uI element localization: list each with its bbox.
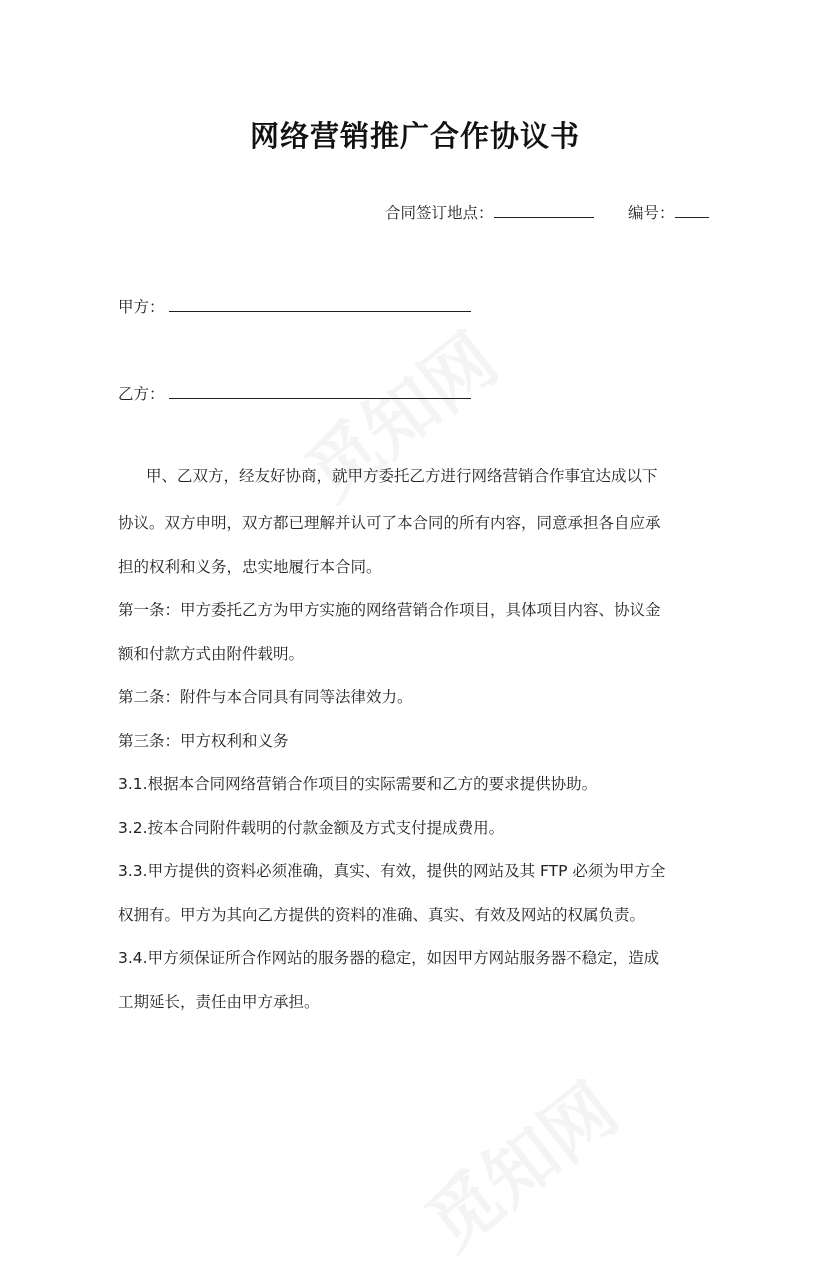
- contract-place-field: [385, 201, 594, 223]
- watermark-top: [281, 305, 515, 520]
- body-line: 第二条：附件与本合同具有同等法律效力。: [118, 688, 413, 706]
- watermark-bottom: [401, 1055, 635, 1269]
- party-b-blank: [169, 384, 471, 399]
- body-line: 甲、乙双方，经友好协商，就甲方委托乙方进行网络营销合作事宜达成以下: [146, 467, 658, 485]
- body-line: 3.4.甲方须保证所合作网站的服务器的稳定，如因甲方网站服务器不稳定，造成: [118, 949, 660, 967]
- body-line: 工期延长，责任由甲方承担。: [118, 993, 320, 1011]
- body-line: 3.3.甲方提供的资料必须准确，真实、有效，提供的网站及其 FTP 必须为甲方全: [118, 862, 666, 880]
- body-line: 第一条：甲方委托乙方为甲方实施的网络营销合作项目，具体项目内容、协议金: [118, 601, 661, 619]
- party-a-label: 甲方：: [118, 298, 165, 316]
- body-line: 3.1.根据本合同网络营销合作项目的实际需要和乙方的要求提供协助。: [118, 775, 598, 793]
- contract-place-label: 合同签订地点：: [385, 204, 494, 222]
- body-line: 协议。双方申明，双方都已理解并认可了本合同的所有内容，同意承担各自应承: [118, 514, 661, 532]
- party-b-label: 乙方：: [118, 385, 165, 403]
- party-b-field: [118, 382, 471, 404]
- contract-place-blank: [494, 203, 594, 218]
- document-title: 网络营销推广合作协议书: [249, 119, 580, 153]
- body-line: 额和付款方式由附件载明。: [118, 645, 305, 663]
- contract-number-label: 编号：: [628, 204, 675, 222]
- body-line: 3.2.按本合同附件载明的付款金额及方式支付提成费用。: [118, 819, 505, 837]
- contract-number-field: [628, 201, 709, 223]
- body-line: 担的权利和义务，忠实地履行本合同。: [118, 558, 382, 576]
- body-line: 权拥有。甲方为其向乙方提供的资料的准确、真实、有效及网站的权属负责。: [118, 906, 646, 924]
- party-a-field: [118, 295, 471, 317]
- party-a-blank: [169, 297, 471, 312]
- contract-number-blank: [675, 203, 709, 218]
- body-line: 第三条：甲方权利和义务: [118, 732, 289, 750]
